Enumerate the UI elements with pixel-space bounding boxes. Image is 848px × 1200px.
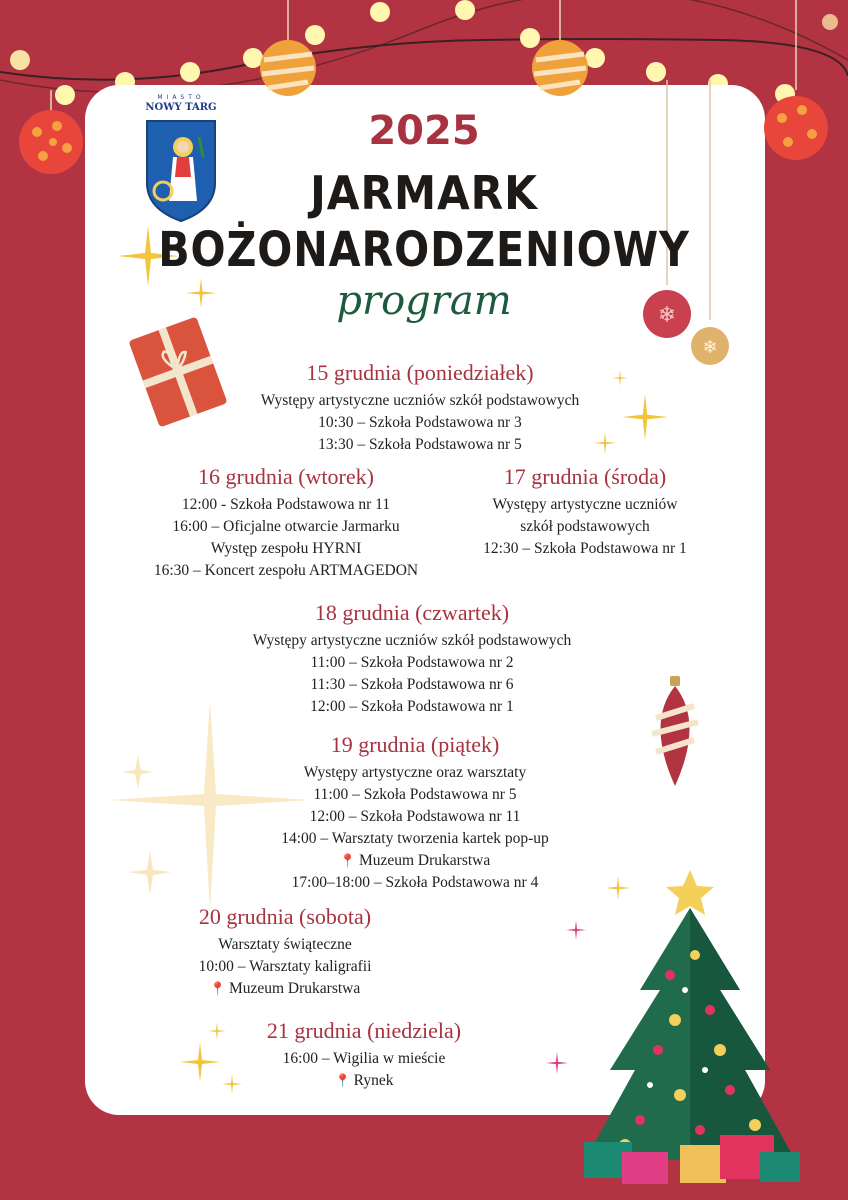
- day-heading: 20 grudnia (sobota): [198, 904, 372, 929]
- schedule-line: 17:00–18:00 – Szkoła Podstawowa nr 4: [291, 874, 539, 891]
- schedule-line: Występy artystyczne uczniów szkół podstawowych: [252, 632, 572, 649]
- day-16-block: [138, 464, 434, 582]
- star-sparkle-icon: [566, 920, 586, 940]
- day-19-block: [250, 732, 580, 894]
- schedule-line: 16:00 – Oficjalne otwarcie Jarmarku: [172, 518, 400, 535]
- star-sparkle-icon: [606, 876, 630, 900]
- event-year: 2025: [368, 108, 480, 154]
- schedule-location: [244, 1070, 484, 1092]
- svg-text:❄: ❄: [702, 337, 718, 358]
- location-label: Muzeum Drukarstwa: [228, 980, 361, 997]
- day-18-block: [200, 600, 624, 718]
- schedule-line: 11:00 – Szkoła Podstawowa nr 5: [313, 786, 517, 803]
- bauble-icon: [530, 0, 590, 100]
- schedule-line: Występy artystyczne uczniów szkół podstawowych: [260, 392, 580, 409]
- schedule-location: [160, 978, 410, 1000]
- day-20-block: [160, 904, 410, 1000]
- crest-caption: MIASTO: [157, 94, 205, 101]
- schedule-line: 12:00 – Szkoła Podstawowa nr 11: [309, 808, 521, 825]
- event-title-line2: BOŻONARODZENIOWY: [158, 222, 690, 278]
- event-title-line1: JARMARK: [310, 166, 538, 220]
- day-heading: 21 grudnia (niedziela): [266, 1018, 462, 1043]
- day-heading: 19 grudnia (piątek): [330, 732, 500, 757]
- schedule-line: Występy artystyczne uczniów: [492, 496, 678, 513]
- day-21-block: [244, 1018, 484, 1092]
- crest-town-name: NOWY TARG: [145, 102, 217, 113]
- schedule-line: 10:00 – Warsztaty kaligrafii: [198, 958, 372, 975]
- bauble-icon: [644, 672, 706, 790]
- star-sparkle-icon: [546, 1052, 568, 1074]
- star-sparkle-icon: [208, 1022, 226, 1040]
- schedule-line: 12:30 – Szkoła Podstawowa nr 1: [483, 540, 687, 557]
- star-sparkle-icon: [222, 1074, 242, 1094]
- bauble-icon: [258, 0, 318, 100]
- schedule-line: Warsztaty świąteczne: [218, 936, 352, 953]
- map-pin-icon: 📍: [339, 853, 356, 868]
- schedule-line: Występy artystyczne oraz warsztaty: [303, 764, 527, 781]
- schedule-line: szkół podstawowych: [520, 518, 650, 535]
- schedule-line: 11:00 – Szkoła Podstawowa nr 2: [310, 654, 514, 671]
- day-heading: 17 grudnia (środa): [503, 464, 667, 489]
- day-heading: 18 grudnia (czwartek): [314, 600, 510, 625]
- star-sparkle-icon: [180, 1042, 220, 1082]
- day-heading: 16 grudnia (wtorek): [198, 464, 374, 489]
- location-label: Rynek: [353, 1072, 394, 1089]
- schedule-line: 11:30 – Szkoła Podstawowa nr 6: [310, 676, 514, 693]
- schedule-line: 12:00 - Szkoła Podstawowa nr 11: [181, 496, 391, 513]
- christmas-tree-icon: [570, 860, 810, 1190]
- schedule-line: 16:30 – Koncert zespołu ARTMAGEDON: [153, 562, 419, 579]
- schedule-line: 10:30 – Szkoła Podstawowa nr 3: [318, 414, 522, 431]
- location-label: Muzeum Drukarstwa: [358, 852, 491, 869]
- map-pin-icon: 📍: [334, 1073, 351, 1088]
- schedule-line: Występ zespołu HYRNI: [210, 540, 362, 557]
- schedule-location: [250, 850, 580, 872]
- map-pin-icon: 📍: [209, 981, 226, 996]
- schedule-line: 12:00 – Szkoła Podstawowa nr 1: [310, 698, 514, 715]
- schedule-line: 16:00 – Wigilia w mieście: [282, 1050, 446, 1067]
- day-heading: 15 grudnia (poniedziałek): [306, 360, 534, 385]
- day-15-block: [200, 360, 640, 456]
- schedule-line: 14:00 – Warsztaty tworzenia kartek pop-up: [281, 830, 549, 847]
- svg-text:❄: ❄: [657, 303, 677, 328]
- day-17-block: [460, 464, 710, 560]
- schedule-line: 13:30 – Szkoła Podstawowa nr 5: [318, 436, 522, 453]
- program-subtitle: program: [336, 278, 512, 324]
